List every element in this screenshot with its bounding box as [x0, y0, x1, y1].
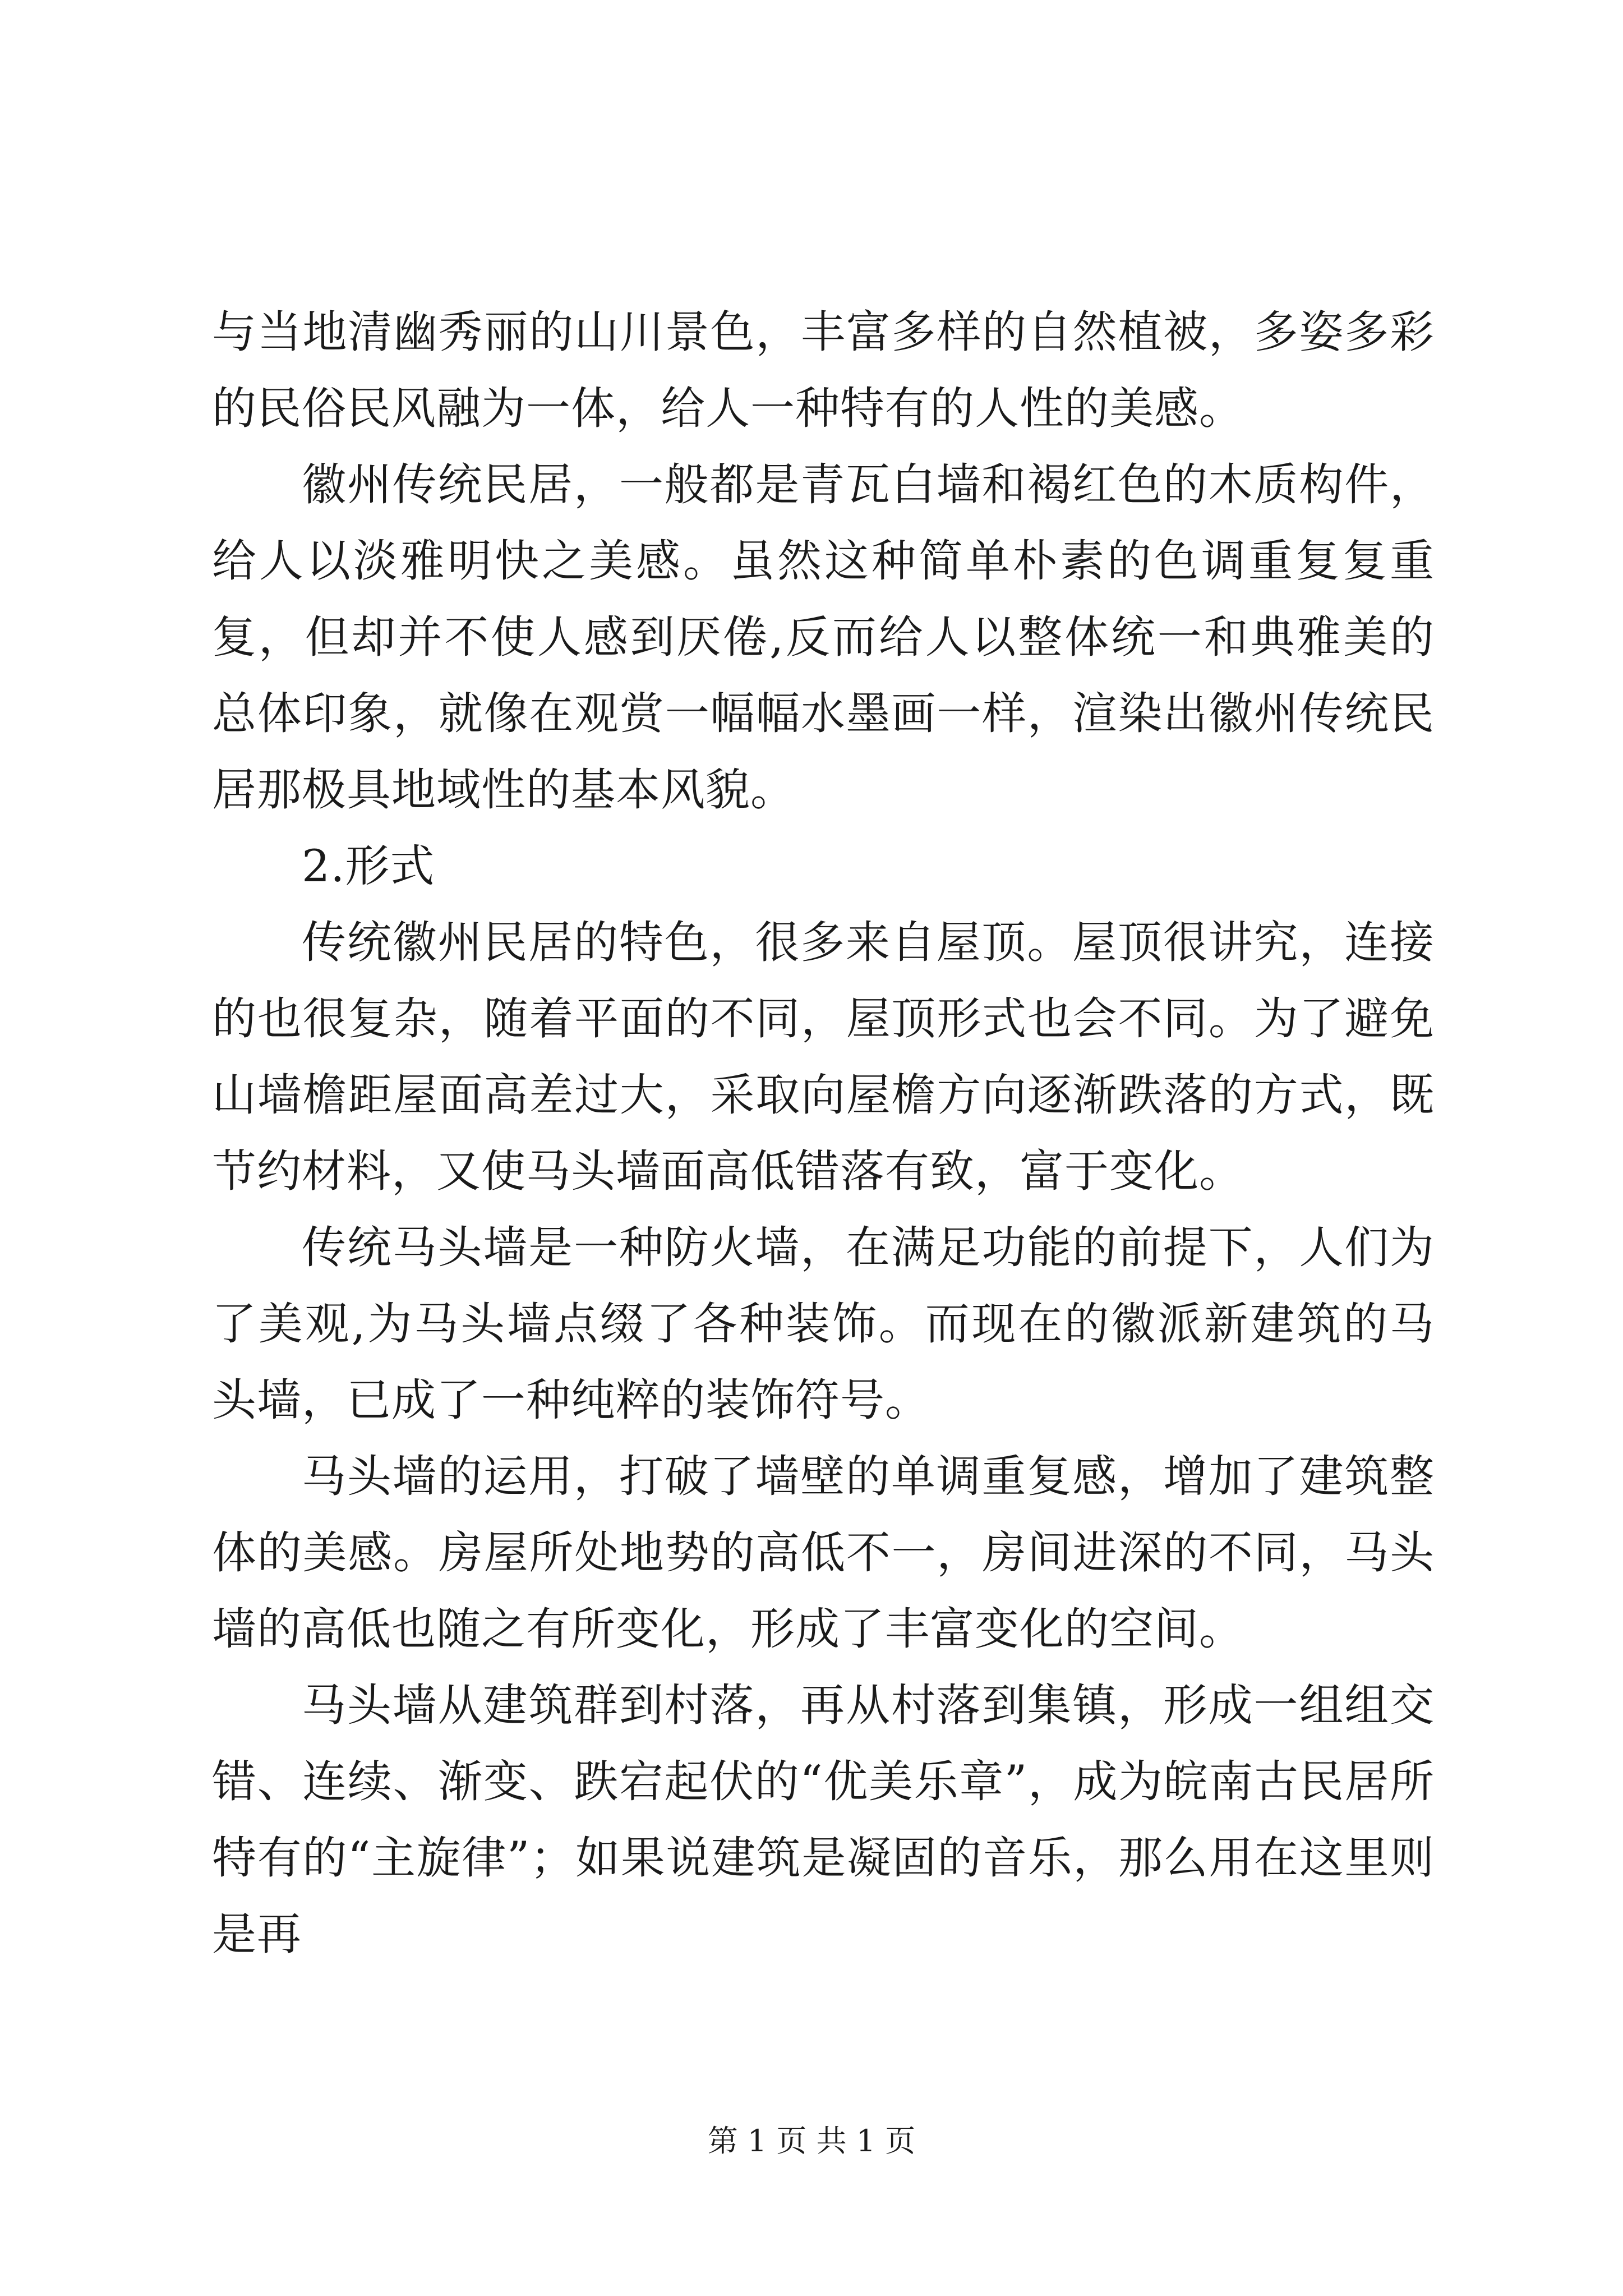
paragraph-4: 传统马头墙是一种防火墙，在满足功能的前提下，人们为了美观,为马头墙点缀了各种装饰。而现在的徽派新建筑的马头墙，已成了一种纯粹的装饰符号。 — [212, 1222, 1435, 1426]
paragraph-6: 马头墙从建筑群到村落，再从村落到集镇，形成一组组交错、连续、渐变、跌宕起伏的“优美乐章”，成为皖南古民居所特有的“主旋律”；如果说建筑是凝固的音乐，那么用在这里则是再 — [212, 1680, 1435, 1960]
body-text — [212, 294, 1435, 1972]
paragraph-1: 与当地清幽秀丽的山川景色，丰富多样的自然植被，多姿多彩的民俗民风融为一体，给人一种特有的人性的美感。 — [212, 306, 1435, 434]
paragraph-2: 徽州传统民居，一般都是青瓦白墙和褐红色的木质构件，给人以淡雅明快之美感。虽然这种简单朴素的色调重复复重复，但却并不使人感到厌倦,反而给人以整体统一和典雅美的总体印象，就像在观赏一幅幅水墨画一样，渲染出徽州传统民居那极具地域性的基本风貌。 — [212, 459, 1435, 816]
page-footer: 第 1 页 共 1 页 — [707, 2123, 916, 2159]
paragraph-3: 传统徽州民居的特色，很多来自屋顶。屋顶很讲究，连接的也很复杂，随着平面的不同，屋顶形式也会不同。为了避免山墙檐距屋面高差过大，采取向屋檐方向逐渐跌落的方式，既节约材料，又使马头墙面高低错落有致，富于变化。 — [212, 917, 1435, 1197]
paragraph-5: 马头墙的运用，打破了墙壁的单调重复感，增加了建筑整体的美感。房屋所处地势的高低不一，房间进深的不同，马头墙的高低也随之有所变化，形成了丰富变化的空间。 — [212, 1451, 1435, 1655]
section-heading-form: 2.形式 — [302, 840, 435, 892]
